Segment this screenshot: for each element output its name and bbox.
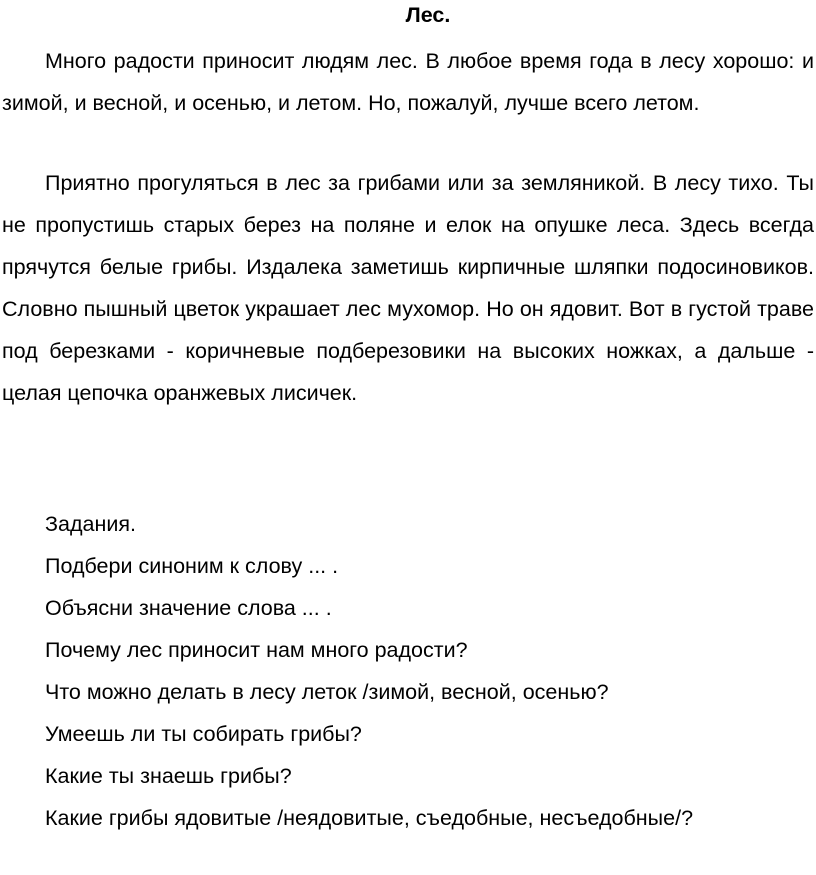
task-item: Какие грибы ядовитые /неядовитые, съедобные, несъедобные/? xyxy=(45,806,694,830)
task-item: Что можно делать в лесу леток /зимой, весной, осенью? xyxy=(45,680,609,704)
task-item: Подбери синоним к слову ... . xyxy=(45,554,339,578)
task-item: Объясни значение слова ... . xyxy=(45,596,332,620)
document-title: Лес. xyxy=(405,3,451,27)
tasks-heading: Задания. xyxy=(45,512,136,536)
task-item: Почему лес приносит нам много радости? xyxy=(45,638,468,662)
paragraph-1: Много радости приносит людям лес. В любое время года в лесу хорошо: и зимой, и весной, и осенью, и летом. Но, пожалуй, лучше всего летом. xyxy=(2,49,814,115)
paragraph-2: Приятно прогуляться в лес за грибами или за земляникой. В лесу тихо. Ты не пропустишь старых берез на поляне и елок на опушке леса. Здесь всегда прячутся белые грибы. Издалека заметишь кирпичные шляпки подосиновиков. Словно пышный цветок украшает лес мухомор. Но он ядовит. Вот в густой траве под березками - коричневые подберезовики на высоких ножках, а дальше - целая цепочка оранжевых лисичек. xyxy=(2,171,814,405)
task-item: Какие ты знаешь грибы? xyxy=(45,764,292,788)
task-item: Умеешь ли ты собирать грибы? xyxy=(45,722,362,746)
tasks-list xyxy=(45,503,693,839)
